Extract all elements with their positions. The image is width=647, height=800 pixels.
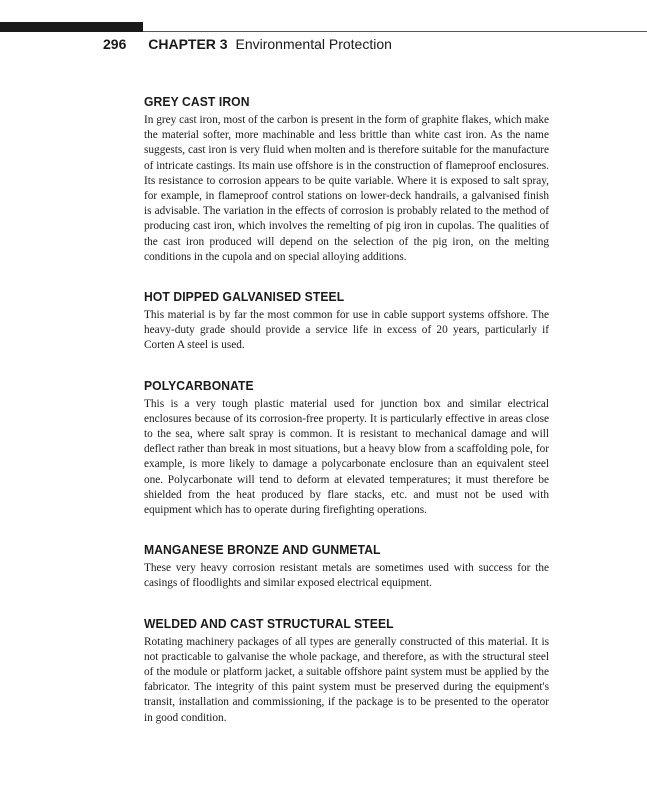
chapter-title: Environmental Protection — [235, 36, 392, 52]
section-welded-and-cast-structural-steel — [144, 616, 549, 726]
section-grey-cast-iron — [144, 94, 549, 265]
page-number: 296 — [103, 36, 127, 52]
section-body: This is a very tough plastic material used for junction box and similar electrical enclosures because of its corrosion-free property. It is particularly effective in areas close to the sea, where salt spray is common. It is resistant to mechanical damage and will deflect rather than break in most situations, but a heavy blow from a scaffolding pole, for example, is more likely to damage a polycarbonate enclosure than an equivalent steel one. Polycarbonate will tend to deform at elevated temperatures; it must therefore be shielded from the heat produced by flare stacks, etc. and must not be used with equipment which has to operate during firefighting operations. — [144, 397, 549, 517]
section-body: These very heavy corrosion resistant metals are sometimes used with success for the casings of floodlights and similar exposed electrical equipment. — [144, 562, 549, 590]
section-body: Rotating machinery packages of all types are generally constructed of this material. It is not practicable to galvanise the whole package, and therefore, as with the structural steel of the module or platform jacket, a suitable offshore paint system must be applied by the fabricator. The integrity of this paint system must be preserved during the equipment's transit, installation and commissioning, if the package is to be presented to the operator in good condition. — [144, 635, 549, 724]
section-heading: WELDED AND CAST STRUCTURAL STEEL — [144, 615, 394, 631]
section-heading: HOT DIPPED GALVANISED STEEL — [144, 289, 345, 305]
page-content — [144, 94, 549, 750]
section-hot-dipped-galvanised-steel — [144, 289, 549, 354]
running-head — [103, 36, 392, 52]
header-bar — [0, 22, 143, 32]
section-heading: MANGANESE BRONZE AND GUNMETAL — [144, 542, 381, 558]
header-rule — [143, 31, 647, 32]
section-heading: POLYCARBONATE — [144, 377, 254, 393]
section-polycarbonate — [144, 378, 549, 519]
section-manganese-bronze-and-gunmetal — [144, 542, 549, 591]
section-heading: GREY CAST IRON — [144, 94, 250, 109]
section-body: In grey cast iron, most of the carbon is present in the form of graphite flakes, which make the material softer, more machinable and less brittle than white cast iron. As the name suggests, cast iron is very fluid when molten and is therefore suitable for the manufacture of intricate castings. Its main use offshore is in the construction of flameproof enclosures. Its resistance to corrosion appears to be quite variable. Where it is exposed to salt spray, for example, in flameproof control stations on lower-deck handrails, a galvanised finish is advisable. The variation in the effects of corrosion is probably related to the method of producing cast iron, which involves the remelting of pig iron in cupolas. The qualities of the cast iron produced will depend on the selection of the pig iron, on the melting conditions in the cupola and on special alloying additions. — [144, 114, 549, 263]
section-body: This material is by far the most common for use in cable support systems offshore. The heavy-duty grade should provide a service life in excess of 20 years, particularly if Corten A steel is used. — [144, 309, 549, 352]
chapter-label: CHAPTER 3 — [148, 36, 228, 52]
